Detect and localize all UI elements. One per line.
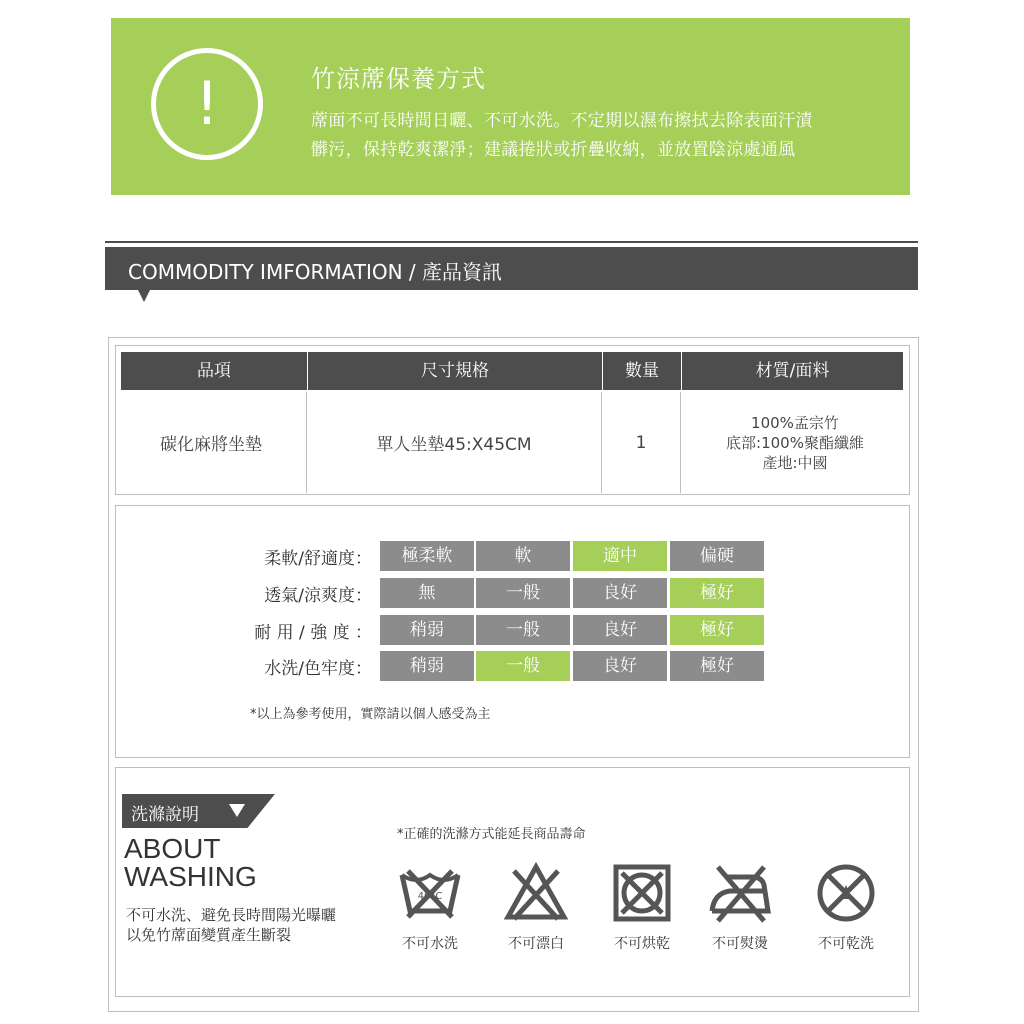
- washing-tag-label: 洗滌說明: [131, 805, 199, 825]
- rating-option-selected: 極好: [670, 615, 764, 645]
- cell-qty: 1: [602, 392, 681, 493]
- rating-option: 極好: [670, 651, 764, 681]
- rating-label: 水洗/色牢度：: [264, 659, 372, 679]
- no-dry-clean-label: 不可乾洗: [818, 936, 874, 952]
- no-wash-icon: [398, 861, 462, 925]
- no-tumble-dry-icon: [610, 861, 674, 925]
- rating-option: 軟: [476, 541, 570, 571]
- about-washing-heading: [124, 835, 257, 891]
- rating-option: 偏硬: [670, 541, 764, 571]
- rating-option: 一般: [476, 578, 570, 608]
- rating-option: 極柔軟: [380, 541, 474, 571]
- about-washing-line-1: ABOUT: [124, 833, 221, 864]
- rating-option: 一般: [476, 615, 570, 645]
- washing-note: *正確的洗滌方式能延長商品壽命: [397, 827, 586, 842]
- section-header-title: COMMODITY IMFORMATION / 產品資訊: [128, 260, 503, 284]
- rating-option: 稍弱: [380, 615, 474, 645]
- rating-option: 良好: [573, 615, 667, 645]
- rating-label: 耐 用 / 強 度 ：: [254, 623, 372, 643]
- rating-option: 無: [380, 578, 474, 608]
- table-header-qty: 數量: [603, 352, 681, 390]
- no-bleach-label: 不可漂白: [508, 936, 564, 952]
- rating-option-selected: 一般: [476, 651, 570, 681]
- rating-label: 透氣/涼爽度：: [264, 586, 372, 606]
- table-header-item: 品項: [121, 352, 307, 390]
- no-iron-label: 不可熨燙: [712, 936, 768, 952]
- section-header-rule: [105, 241, 918, 243]
- care-notice-title: 竹涼蓆保養方式: [311, 65, 486, 93]
- rating-option: 稍弱: [380, 651, 474, 681]
- rating-option: 良好: [573, 578, 667, 608]
- rating-option-selected: 極好: [670, 578, 764, 608]
- table-header-material: 材質/面料: [682, 352, 903, 390]
- rating-option-selected: 適中: [573, 541, 667, 571]
- no-tumble-dry-label: 不可烘乾: [614, 936, 670, 952]
- care-notice-banner: [111, 18, 910, 195]
- material-line-2: 底部:100%聚酯纖維: [726, 433, 864, 452]
- wash-temp-text: 40°C: [417, 891, 443, 902]
- no-bleach-icon: [504, 861, 568, 925]
- rating-note: *以上為參考使用，實際請以個人感受為主: [250, 707, 491, 722]
- rating-option: 良好: [573, 651, 667, 681]
- table-header-size: 尺寸規格: [308, 352, 602, 390]
- rating-label: 柔軟/舒適度：: [264, 549, 372, 569]
- cell-size: 單人坐墊45:X45CM: [307, 392, 602, 493]
- material-line-1: 100%孟宗竹: [751, 413, 839, 432]
- cell-item: 碳化麻將坐墊: [116, 392, 307, 493]
- section-header-pointer: [138, 290, 150, 302]
- cell-material: [681, 392, 909, 493]
- chevron-down-icon: [229, 804, 245, 817]
- washing-desc-line-2: 以免竹蓆面變質產生斷裂: [126, 926, 292, 944]
- material-line-3: 產地:中國: [762, 453, 828, 472]
- no-iron-icon: [708, 861, 772, 925]
- exclamation-mark: !: [194, 69, 220, 139]
- about-washing-line-2: WASHING: [124, 861, 257, 892]
- care-notice-line-2: 髒污，保持乾爽潔淨；建議捲狀或折疊收納，並放置陰涼處通風: [311, 140, 796, 160]
- care-notice-line-1: 蓆面不可長時間日曬、不可水洗。不定期以濕布擦拭去除表面汗漬: [311, 111, 813, 131]
- no-dry-clean-icon: [814, 861, 878, 925]
- no-wash-label: 不可水洗: [402, 936, 458, 952]
- washing-desc-line-1: 不可水洗、避免長時間陽光曝曬: [126, 906, 337, 924]
